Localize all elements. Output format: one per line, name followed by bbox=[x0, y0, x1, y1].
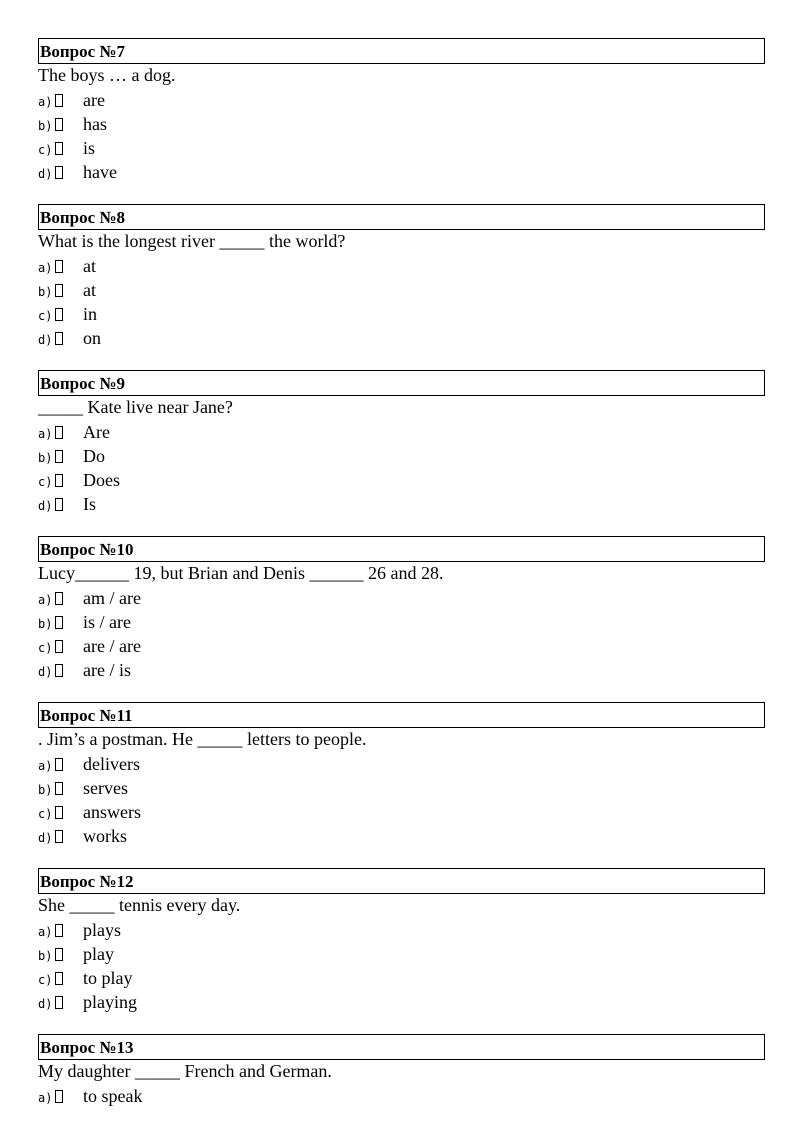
question-text: My daughter _____ French and German. bbox=[38, 1061, 332, 1081]
checkbox-icon[interactable] bbox=[55, 806, 63, 819]
option-marker bbox=[38, 944, 83, 968]
option-letter: d) bbox=[38, 665, 53, 679]
option-letter: c) bbox=[38, 973, 53, 987]
answer-option[interactable] bbox=[38, 966, 765, 990]
option-marker bbox=[38, 494, 83, 518]
question-block bbox=[38, 868, 765, 1014]
option-marker bbox=[38, 446, 83, 470]
option-marker bbox=[38, 612, 83, 636]
question-text: She _____ tennis every day. bbox=[38, 895, 241, 915]
answer-option[interactable] bbox=[38, 752, 765, 776]
option-letter: d) bbox=[38, 333, 53, 347]
option-marker bbox=[38, 588, 83, 612]
option-text: Do bbox=[83, 446, 105, 466]
checkbox-icon[interactable] bbox=[55, 498, 63, 511]
option-text: answers bbox=[83, 802, 141, 822]
option-text: play bbox=[83, 944, 114, 964]
option-marker bbox=[38, 636, 83, 660]
answer-option[interactable] bbox=[38, 634, 765, 658]
option-letter: a) bbox=[38, 759, 53, 773]
option-letter: b) bbox=[38, 783, 53, 797]
checkbox-icon[interactable] bbox=[55, 426, 63, 439]
question-header: Вопрос №9 bbox=[38, 370, 765, 396]
option-letter: c) bbox=[38, 143, 53, 157]
question-text: . Jim’s a postman. He _____ letters to people. bbox=[38, 729, 367, 749]
option-letter: a) bbox=[38, 925, 53, 939]
answer-option[interactable] bbox=[38, 444, 765, 468]
answer-option[interactable] bbox=[38, 824, 765, 848]
answer-option[interactable] bbox=[38, 800, 765, 824]
option-letter: a) bbox=[38, 593, 53, 607]
option-text: has bbox=[83, 114, 107, 134]
checkbox-icon[interactable] bbox=[55, 118, 63, 131]
question-header: Вопрос №10 bbox=[38, 536, 765, 562]
option-text: are / is bbox=[83, 660, 131, 680]
checkbox-icon[interactable] bbox=[55, 308, 63, 321]
option-marker bbox=[38, 778, 83, 802]
checkbox-icon[interactable] bbox=[55, 948, 63, 961]
option-text: are bbox=[83, 90, 105, 110]
checkbox-icon[interactable] bbox=[55, 166, 63, 179]
checkbox-icon[interactable] bbox=[55, 924, 63, 937]
checkbox-icon[interactable] bbox=[55, 1090, 63, 1103]
question-text: The boys … a dog. bbox=[38, 65, 176, 85]
checkbox-icon[interactable] bbox=[55, 758, 63, 771]
checkbox-icon[interactable] bbox=[55, 450, 63, 463]
checkbox-icon[interactable] bbox=[55, 782, 63, 795]
option-text: Are bbox=[83, 422, 110, 442]
checkbox-icon[interactable] bbox=[55, 664, 63, 677]
option-letter: a) bbox=[38, 1091, 53, 1105]
checkbox-icon[interactable] bbox=[55, 94, 63, 107]
option-letter: b) bbox=[38, 119, 53, 133]
checkbox-icon[interactable] bbox=[55, 972, 63, 985]
checkbox-icon[interactable] bbox=[55, 616, 63, 629]
question-header: Вопрос №12 bbox=[38, 868, 765, 894]
question-block bbox=[38, 204, 765, 350]
option-marker bbox=[38, 470, 83, 494]
question-header: Вопрос №11 bbox=[38, 702, 765, 728]
option-text: playing bbox=[83, 992, 137, 1012]
answer-option[interactable] bbox=[38, 112, 765, 136]
answer-option[interactable] bbox=[38, 610, 765, 634]
option-text: in bbox=[83, 304, 98, 324]
option-text: Is bbox=[83, 494, 96, 514]
option-text: at bbox=[83, 256, 96, 276]
option-text: is bbox=[83, 138, 96, 158]
option-text: have bbox=[83, 162, 117, 182]
question-block bbox=[38, 38, 765, 184]
answer-option[interactable] bbox=[38, 492, 765, 516]
answer-option[interactable] bbox=[38, 918, 765, 942]
option-marker bbox=[38, 162, 83, 186]
option-marker bbox=[38, 992, 83, 1016]
option-letter: c) bbox=[38, 641, 53, 655]
option-marker bbox=[38, 114, 83, 138]
option-marker bbox=[38, 1086, 83, 1110]
quiz-page bbox=[38, 38, 765, 1128]
answer-option[interactable] bbox=[38, 990, 765, 1014]
question-text: What is the longest river _____ the world? bbox=[38, 231, 346, 251]
option-letter: d) bbox=[38, 831, 53, 845]
option-marker bbox=[38, 422, 83, 446]
option-marker bbox=[38, 920, 83, 944]
option-marker bbox=[38, 138, 83, 162]
option-letter: a) bbox=[38, 95, 53, 109]
option-text: on bbox=[83, 328, 101, 348]
question-block bbox=[38, 536, 765, 682]
question-header: Вопрос №8 bbox=[38, 204, 765, 230]
option-marker bbox=[38, 802, 83, 826]
answer-option[interactable] bbox=[38, 468, 765, 492]
question-block bbox=[38, 702, 765, 848]
option-marker bbox=[38, 754, 83, 778]
question-header: Вопрос №13 bbox=[38, 1034, 765, 1060]
question-block bbox=[38, 370, 765, 516]
answer-option[interactable] bbox=[38, 776, 765, 800]
option-marker bbox=[38, 660, 83, 684]
option-text: Does bbox=[83, 470, 120, 490]
answer-option[interactable] bbox=[38, 278, 765, 302]
answer-option[interactable] bbox=[38, 420, 765, 444]
option-marker bbox=[38, 304, 83, 328]
answer-option[interactable] bbox=[38, 302, 765, 326]
answer-option[interactable] bbox=[38, 136, 765, 160]
option-marker bbox=[38, 328, 83, 352]
answer-option[interactable] bbox=[38, 326, 765, 350]
checkbox-icon[interactable] bbox=[55, 996, 63, 1009]
checkbox-icon[interactable] bbox=[55, 592, 63, 605]
option-letter: b) bbox=[38, 949, 53, 963]
option-marker bbox=[38, 968, 83, 992]
question-header: Вопрос №7 bbox=[38, 38, 765, 64]
option-letter: c) bbox=[38, 475, 53, 489]
answer-option[interactable] bbox=[38, 160, 765, 184]
checkbox-icon[interactable] bbox=[55, 640, 63, 653]
answer-option[interactable] bbox=[38, 254, 765, 278]
answer-option[interactable] bbox=[38, 942, 765, 966]
checkbox-icon[interactable] bbox=[55, 284, 63, 297]
option-letter: a) bbox=[38, 261, 53, 275]
option-letter: d) bbox=[38, 499, 53, 513]
question-text: _____ Kate live near Jane? bbox=[38, 397, 233, 417]
option-marker bbox=[38, 280, 83, 304]
checkbox-icon[interactable] bbox=[55, 474, 63, 487]
option-letter: b) bbox=[38, 285, 53, 299]
option-text: to play bbox=[83, 968, 133, 988]
checkbox-icon[interactable] bbox=[55, 830, 63, 843]
option-text: am / are bbox=[83, 588, 141, 608]
option-text: works bbox=[83, 826, 127, 846]
answer-option[interactable] bbox=[38, 88, 765, 112]
option-text: plays bbox=[83, 920, 121, 940]
option-marker bbox=[38, 90, 83, 114]
option-text: at bbox=[83, 280, 96, 300]
question-text: Lucy______ 19, but Brian and Denis ______ 26 and 28. bbox=[38, 563, 444, 583]
answer-option[interactable] bbox=[38, 1084, 765, 1108]
option-marker bbox=[38, 256, 83, 280]
option-letter: d) bbox=[38, 997, 53, 1011]
checkbox-icon[interactable] bbox=[55, 332, 63, 345]
option-letter: b) bbox=[38, 617, 53, 631]
checkbox-icon[interactable] bbox=[55, 142, 63, 155]
option-text: are / are bbox=[83, 636, 141, 656]
option-marker bbox=[38, 826, 83, 850]
question-block bbox=[38, 1034, 765, 1108]
answer-option[interactable] bbox=[38, 586, 765, 610]
option-letter: b) bbox=[38, 451, 53, 465]
option-text: to speak bbox=[83, 1086, 143, 1106]
option-letter: d) bbox=[38, 167, 53, 181]
checkbox-icon[interactable] bbox=[55, 260, 63, 273]
option-letter: c) bbox=[38, 309, 53, 323]
option-text: delivers bbox=[83, 754, 140, 774]
option-text: is / are bbox=[83, 612, 131, 632]
option-letter: a) bbox=[38, 427, 53, 441]
option-letter: c) bbox=[38, 807, 53, 821]
option-text: serves bbox=[83, 778, 128, 798]
answer-option[interactable] bbox=[38, 658, 765, 682]
